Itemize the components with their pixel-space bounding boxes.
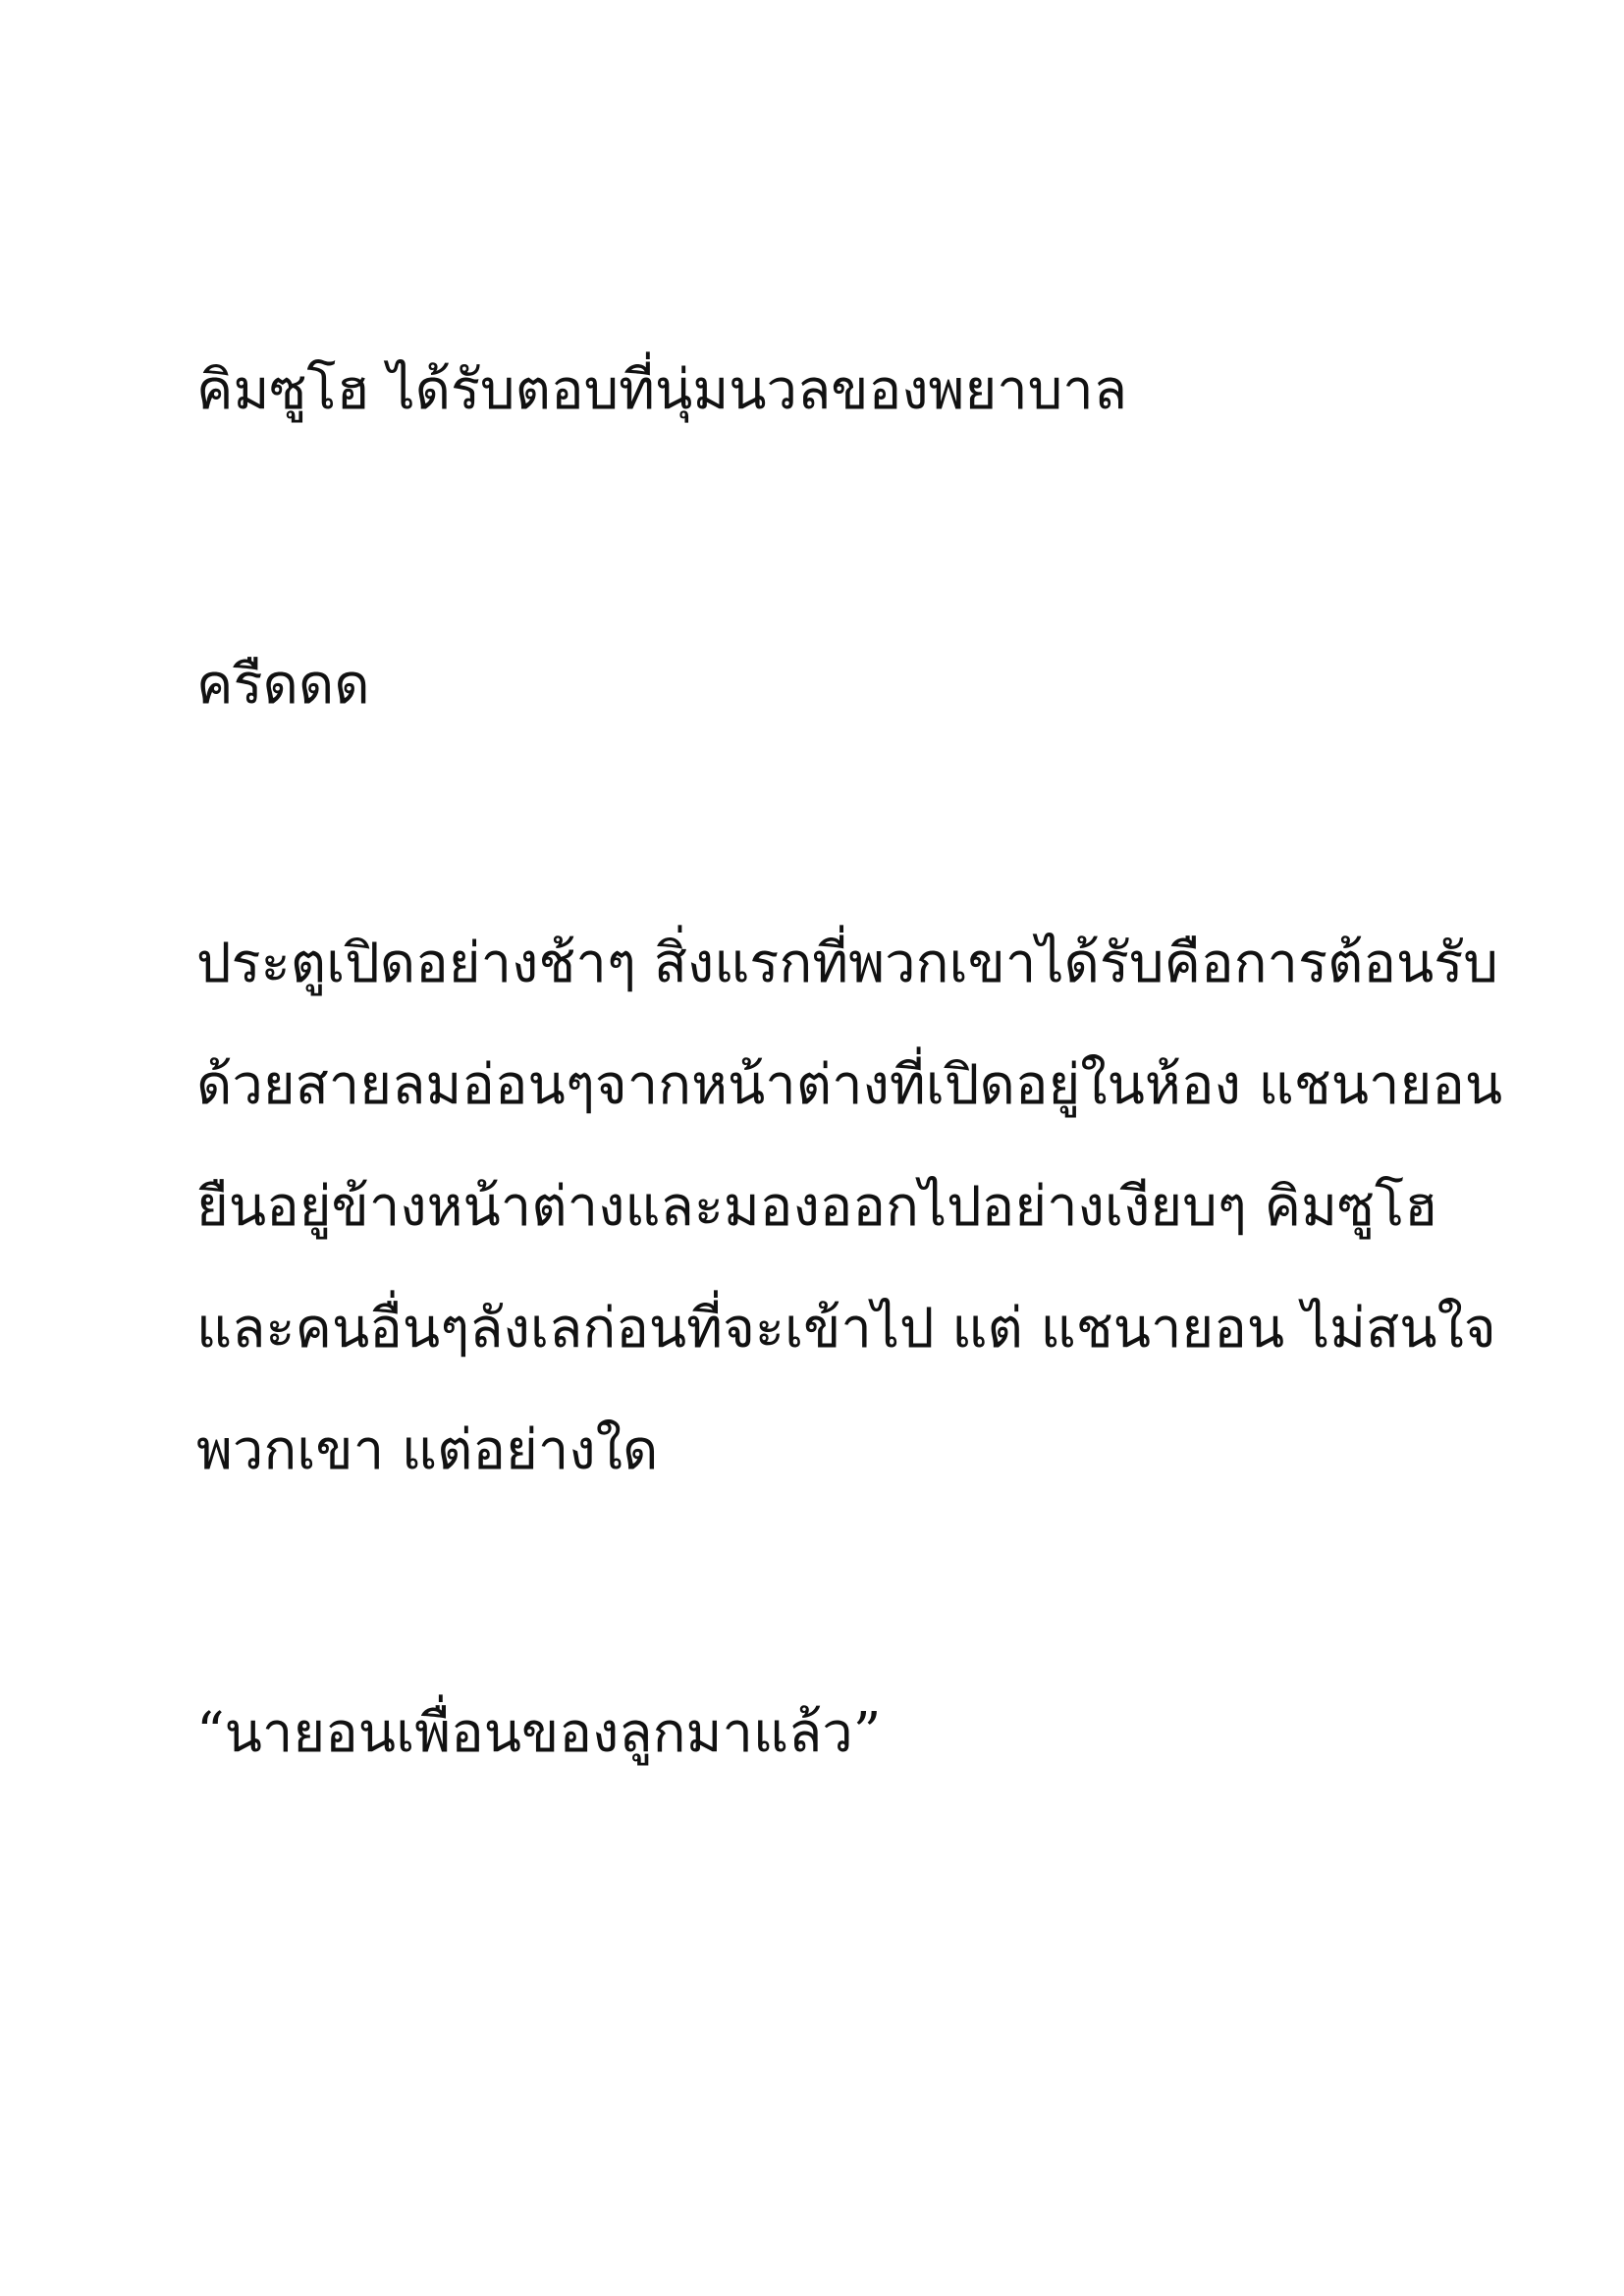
paragraph-line-1: คิมซูโฮ ได้รับตอบที่นุ่มนวลของพยาบาล — [196, 358, 1128, 422]
dialogue-line: “นายอนเพื่อนของลูกมาแล้ว” — [196, 1701, 882, 1765]
paragraph-line-6: และคนอื่นๆลังเลก่อนที่จะเข้าไป แต่ แชนายอน ไม่สนใจ — [196, 1297, 1496, 1361]
paragraph-line-5: ยืนอยู่ข้างหน้าต่างและมองออกไปอย่างเงียบๆ คิมซูโฮ — [196, 1175, 1438, 1239]
paragraph-line-7: พวกเขา แต่อย่างใด — [196, 1418, 659, 1482]
paragraph-line-4: ด้วยสายลมอ่อนๆจากหน้าต่างที่เปิดอยู่ในห้อง แชนายอน — [196, 1053, 1503, 1117]
sound-effect-line: ครืดดด — [196, 653, 370, 717]
paragraph-line-3: ประตูเปิดอย่างช้าๆ สิ่งแรกที่พวกเขาได้รับคือการต้อนรับ — [196, 932, 1498, 995]
